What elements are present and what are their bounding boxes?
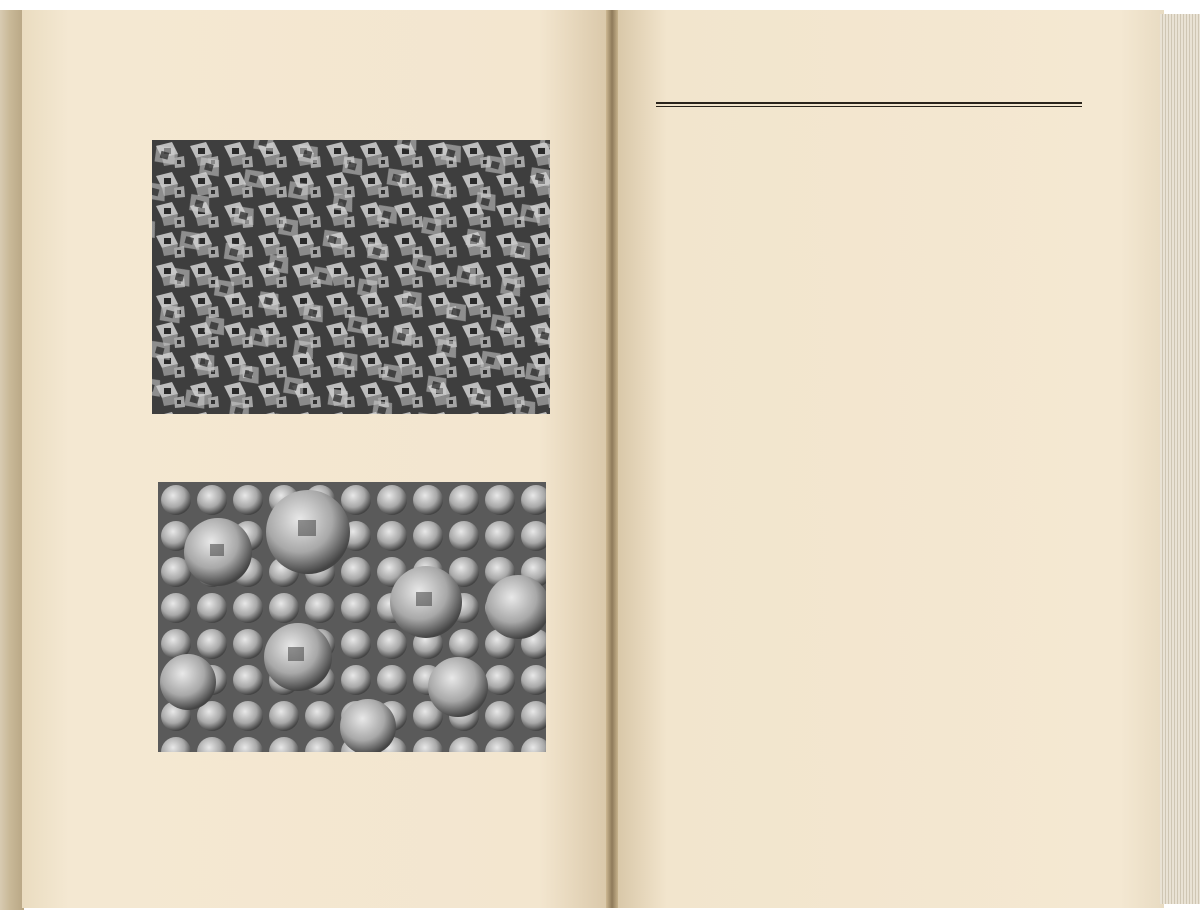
experiment-conditions-table <box>656 102 1082 107</box>
mirror-ball-diamond-photo <box>158 482 546 752</box>
diamond-film-photo <box>152 140 550 414</box>
left-cover-edge <box>0 10 24 910</box>
book-gutter <box>606 10 618 908</box>
table-top-rule <box>656 102 1082 104</box>
table-bottom-rule <box>656 106 1082 107</box>
page-stack-edge <box>1160 14 1200 904</box>
right-page <box>612 10 1164 908</box>
